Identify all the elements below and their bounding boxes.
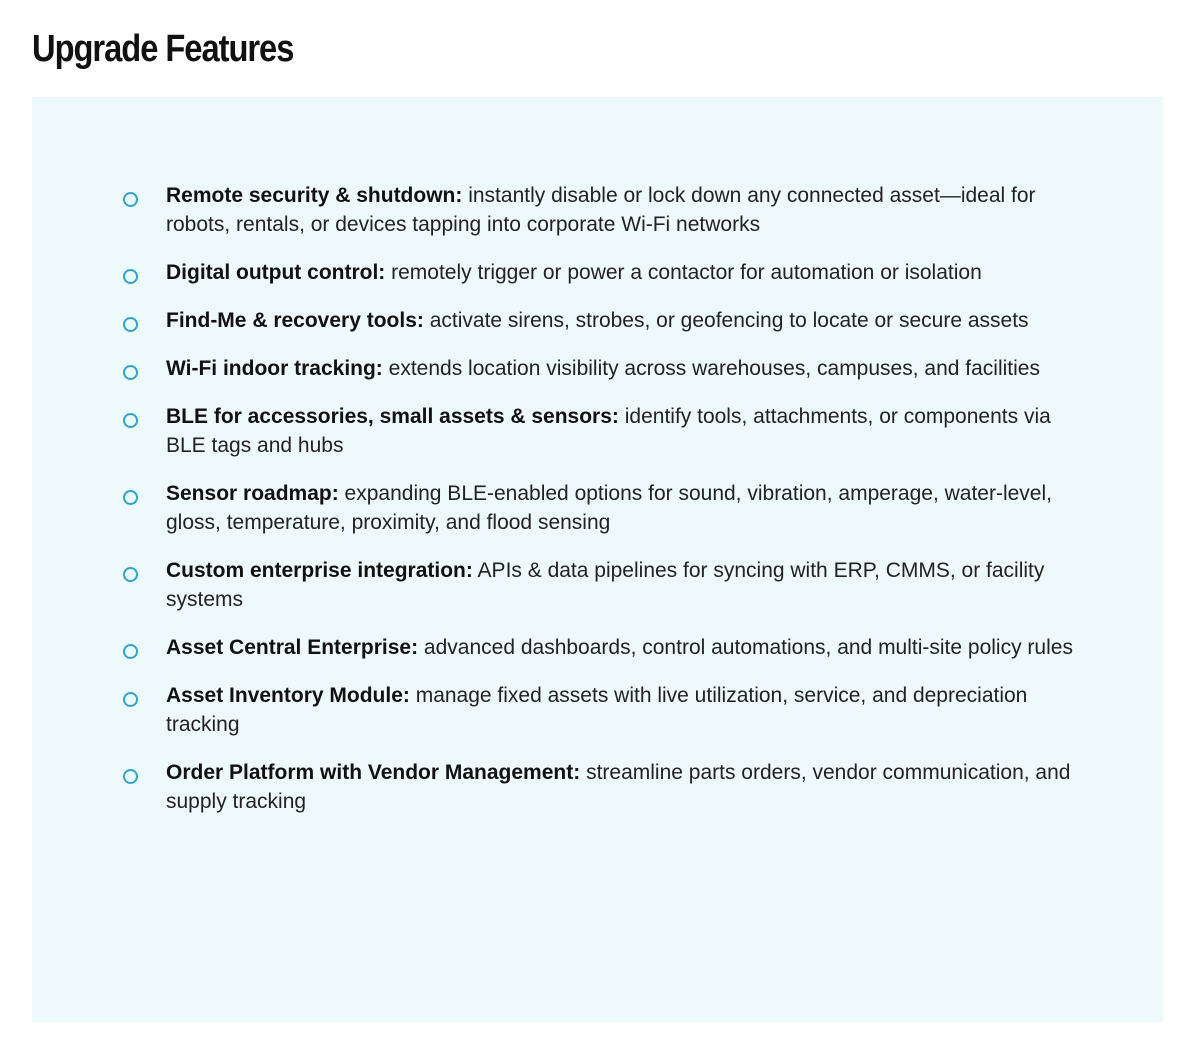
circle-bullet-icon (123, 567, 138, 582)
feature-description: extends location visibility across warehouses, campuses, and facilities (382, 357, 1040, 380)
feature-description: streamline parts orders, vendor communication, and supply tracking (166, 761, 1071, 813)
circle-bullet-icon (123, 490, 138, 505)
feature-item-ble-accessories (32, 402, 1163, 460)
feature-description: activate sirens, strobes, or geofencing to locate or secure assets (423, 309, 1029, 332)
feature-description: advanced dashboards, control automations, and multi-site policy rules (418, 636, 1073, 659)
feature-description: expanding BLE-enabled options for sound, vibration, amperage, water-level, gloss, temperature, proximity, and flood sensing (166, 482, 1052, 534)
circle-bullet-icon (123, 692, 138, 707)
feature-description: identify tools, attachments, or components via BLE tags and hubs (166, 405, 1051, 457)
circle-bullet-icon (123, 644, 138, 659)
features-panel (32, 97, 1163, 1022)
feature-name: Custom enterprise integration: (166, 559, 473, 582)
feature-list (32, 181, 1163, 835)
circle-bullet-icon (123, 317, 138, 332)
feature-name: Order Platform with Vendor Management: (166, 761, 581, 784)
feature-item-enterprise-integration (32, 556, 1163, 614)
feature-description: remotely trigger or power a contactor for automation or isolation (385, 261, 982, 284)
feature-item-order-platform (32, 758, 1163, 816)
feature-item-find-me (32, 306, 1163, 335)
feature-description: APIs & data pipelines for syncing with ERP, CMMS, or facility systems (166, 559, 1045, 611)
circle-bullet-icon (123, 269, 138, 284)
feature-name: Find-Me & recovery tools: (166, 309, 424, 332)
circle-bullet-icon (123, 365, 138, 380)
feature-description: manage fixed assets with live utilization, service, and depreciation tracking (166, 684, 1028, 736)
feature-item-wifi-tracking (32, 354, 1163, 383)
circle-bullet-icon (123, 769, 138, 784)
feature-item-remote-security (32, 181, 1163, 239)
feature-name: Sensor roadmap: (166, 482, 339, 505)
feature-name: Wi-Fi indoor tracking: (166, 357, 383, 380)
feature-item-asset-central (32, 633, 1163, 662)
circle-bullet-icon (123, 413, 138, 428)
page-title: Upgrade Features (32, 28, 294, 70)
feature-item-sensor-roadmap (32, 479, 1163, 537)
feature-item-asset-inventory (32, 681, 1163, 739)
circle-bullet-icon (123, 192, 138, 207)
feature-name: Asset Inventory Module: (166, 684, 410, 707)
feature-description: instantly disable or lock down any connected asset—ideal for robots, rentals, or devices tapping into corporate Wi-Fi networks (166, 184, 1036, 236)
feature-name: Remote security & shutdown: (166, 184, 463, 207)
feature-name: Digital output control: (166, 261, 386, 284)
feature-name: Asset Central Enterprise: (166, 636, 419, 659)
feature-item-digital-output (32, 258, 1163, 287)
feature-name: BLE for accessories, small assets & sensors: (166, 405, 619, 428)
